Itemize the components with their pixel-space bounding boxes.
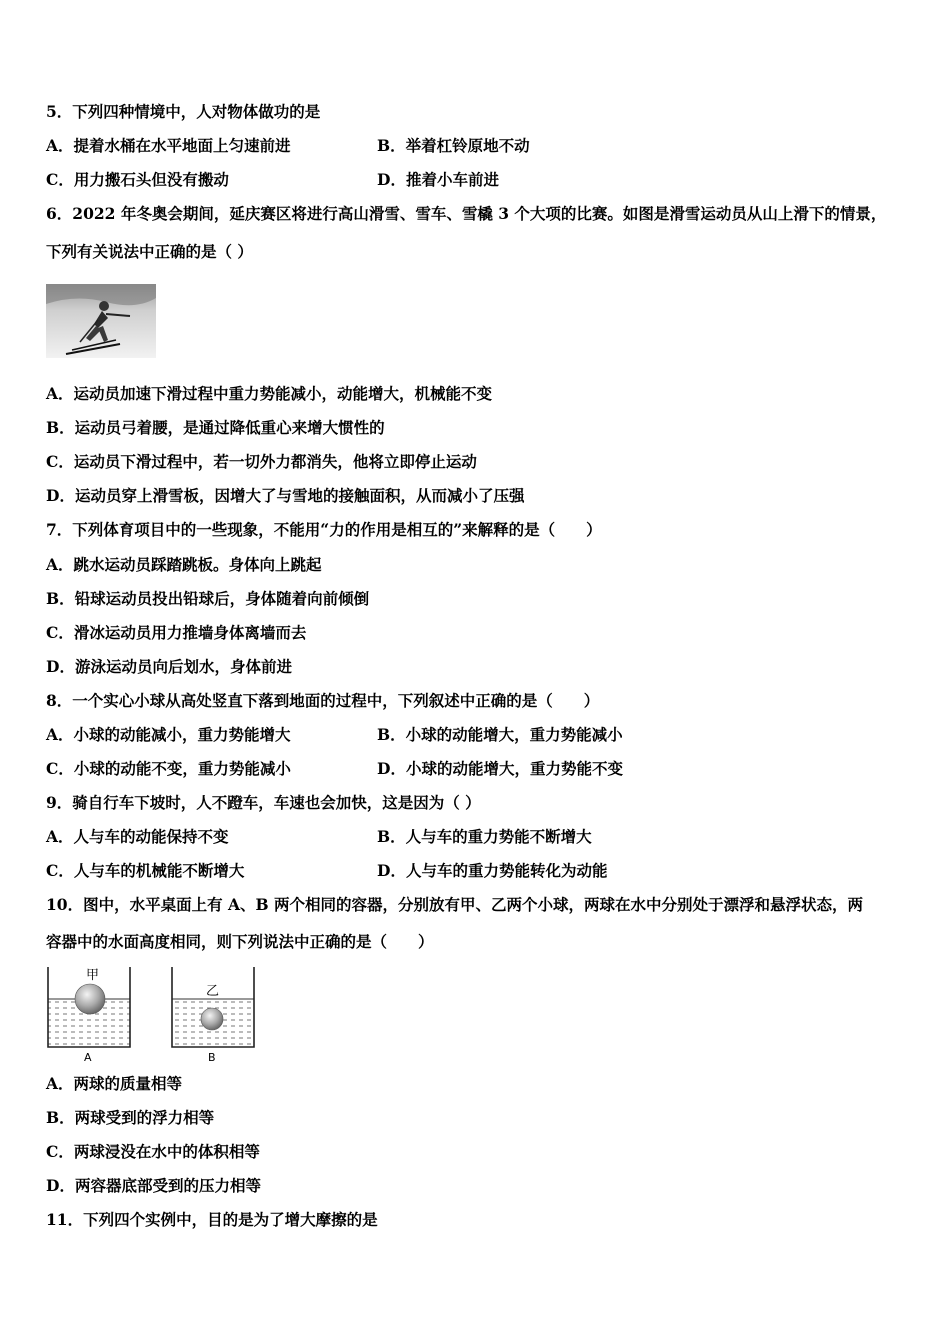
q8-option-d: D．小球的动能增大，重力势能不变 xyxy=(377,759,623,778)
q8-stem: 8．一个实心小球从高处竖直下落到地面的过程中，下列叙述中正确的是（ ） xyxy=(46,691,600,710)
q10-stem-line2: 容器中的水面高度相同，则下列说法中正确的是（ ） xyxy=(46,932,434,951)
q6-option-c: C．运动员下滑过程中，若一切外力都消失，他将立即停止运动 xyxy=(46,452,477,471)
q9-option-b: B．人与车的重力势能不断增大 xyxy=(377,827,592,846)
ball-yi xyxy=(201,1008,223,1030)
label-a: A xyxy=(84,1051,92,1063)
container-b xyxy=(172,967,254,1063)
q6-option-b: B．运动员弓着腰，是通过降低重心来增大惯性的 xyxy=(46,418,385,437)
q8-option-c: C．小球的动能不变，重力势能减小 xyxy=(46,759,291,778)
q5-option-d: D．推着小车前进 xyxy=(377,170,499,189)
label-b: B xyxy=(208,1051,216,1063)
containers-figure xyxy=(46,963,258,1063)
q8-option-a: A．小球的动能减小，重力势能增大 xyxy=(46,725,291,744)
q10-option-c: C．两球浸没在水中的体积相等 xyxy=(46,1142,260,1161)
q10-option-a: A．两球的质量相等 xyxy=(46,1074,183,1093)
q8-option-b: B．小球的动能增大，重力势能减小 xyxy=(377,725,623,744)
skier-figure xyxy=(46,284,156,358)
q11-stem: 11．下列四个实例中，目的是为了增大摩擦的是 xyxy=(46,1210,378,1229)
q9-option-d: D．人与车的重力势能转化为动能 xyxy=(377,861,608,880)
label-yi: 乙 xyxy=(206,984,220,999)
q6-option-d: D．运动员穿上滑雪板，因增大了与雪地的接触面积，从而减小了压强 xyxy=(46,486,525,505)
q6-option-a: A．运动员加速下滑过程中重力势能减小，动能增大，机械能不变 xyxy=(46,384,493,403)
q7-option-b: B．铅球运动员投出铅球后，身体随着向前倾倒 xyxy=(46,589,370,608)
label-jia: 甲 xyxy=(86,968,100,983)
q5-stem: 5．下列四种情境中，人对物体做功的是 xyxy=(46,102,321,121)
q10-option-b: B．两球受到的浮力相等 xyxy=(46,1108,215,1127)
q7-option-d: D．游泳运动员向后划水，身体前进 xyxy=(46,657,292,676)
q6-stem-line1: 6．2022 年冬奥会期间，延庆赛区将进行高山滑雪、雪车、雪橇 3 个大项的比赛。如图是滑雪运动员从山上滑下的情景， xyxy=(46,204,887,223)
ball-jia xyxy=(75,984,105,1014)
q6-stem-line2: 下列有关说法中正确的是（ ） xyxy=(46,242,253,261)
q5-option-c: C．用力搬石头但没有搬动 xyxy=(46,170,229,189)
q7-option-a: A．跳水运动员踩踏跳板。身体向上跳起 xyxy=(46,555,322,574)
q7-stem: 7．下列体育项目中的一些现象，不能用“力的作用是相互的”来解释的是（ ） xyxy=(46,520,602,539)
q10-option-d: D．两容器底部受到的压力相等 xyxy=(46,1176,261,1195)
q10-stem-line1: 10．图中，水平桌面上有 A、B 两个相同的容器，分别放有甲、乙两个小球，两球在水中分别处于漂浮和悬浮状态，两 xyxy=(46,895,863,914)
container-a xyxy=(48,967,130,1063)
q7-option-c: C．滑冰运动员用力推墙身体离墙而去 xyxy=(46,623,307,642)
q9-option-c: C．人与车的机械能不断增大 xyxy=(46,861,245,880)
q5-option-a: A．提着水桶在水平地面上匀速前进 xyxy=(46,136,291,155)
q5-option-b: B．举着杠铃原地不动 xyxy=(377,136,530,155)
q9-stem: 9．骑自行车下坡时，人不蹬车，车速也会加快，这是因为（ ） xyxy=(46,793,481,812)
q9-option-a: A．人与车的动能保持不变 xyxy=(46,827,229,846)
